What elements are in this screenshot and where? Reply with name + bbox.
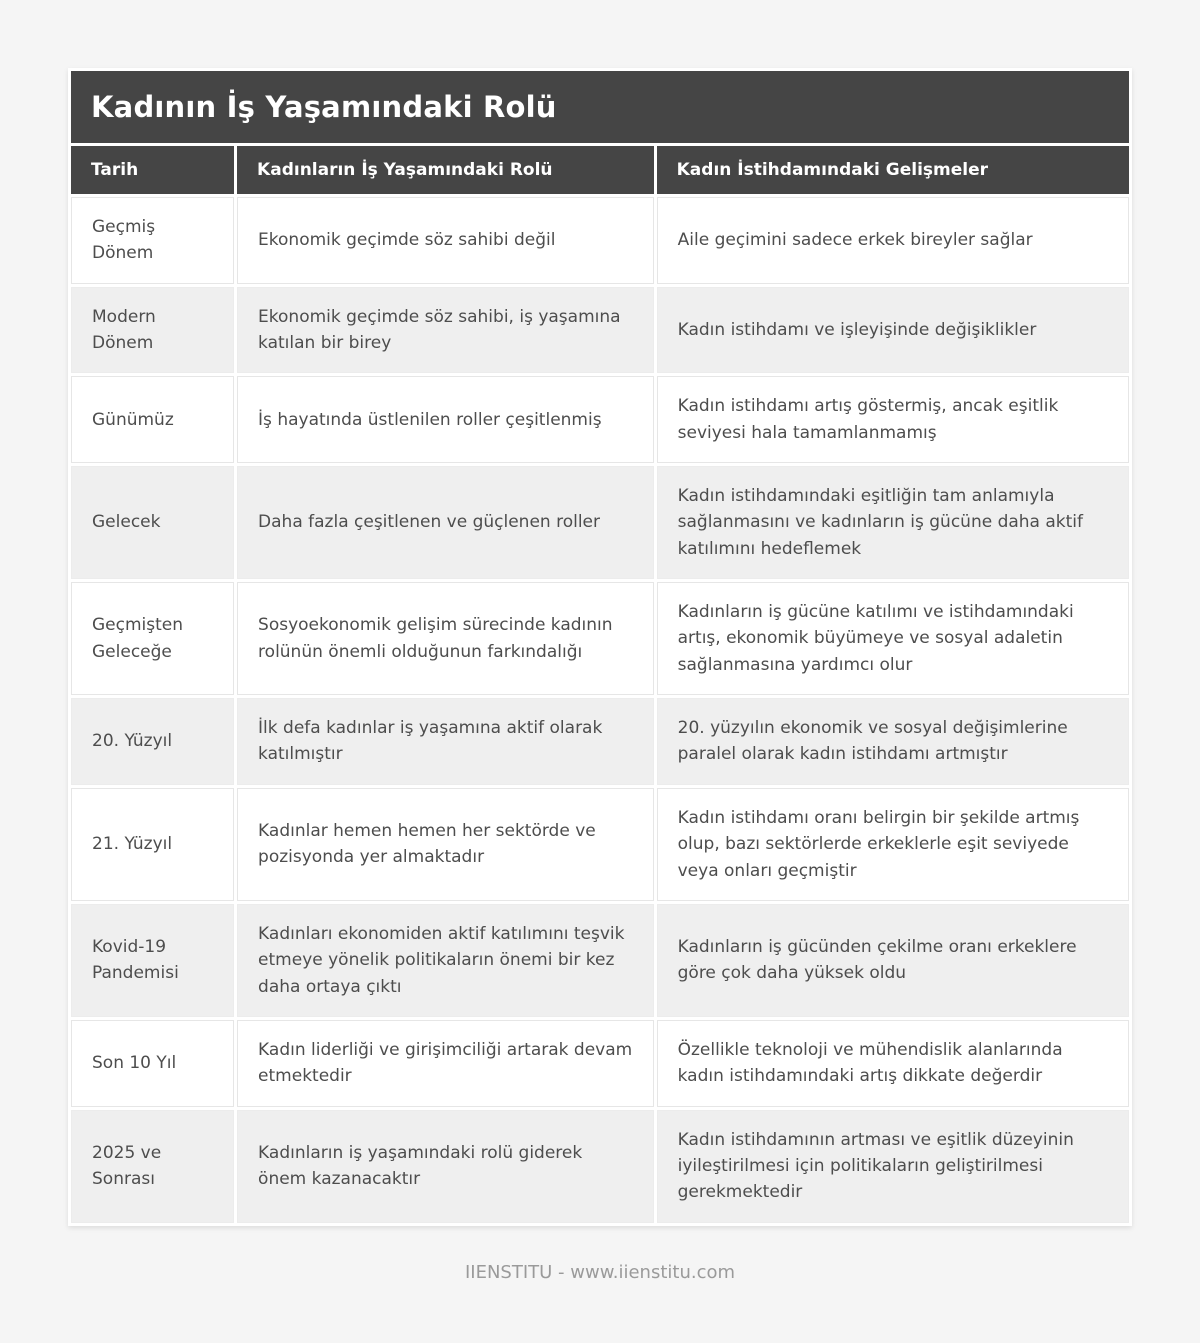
cell-gelisme: Kadınların iş gücüne katılımı ve istihdamındaki artış, ekonomik büyümeye ve sosyal adaletin sağlanmasına yardımcı olur <box>657 582 1129 695</box>
cell-tarih: Günümüz <box>71 376 234 463</box>
cell-gelisme: 20. yüzyılın ekonomik ve sosyal değişimlerine paralel olarak kadın istihdamı artmıştır <box>657 698 1129 785</box>
cell-tarih: Modern Dönem <box>71 287 234 374</box>
cell-rol: İş hayatında üstlenilen roller çeşitlenmiş <box>237 376 654 463</box>
cell-rol: İlk defa kadınlar iş yaşamına aktif olarak katılmıştır <box>237 698 654 785</box>
cell-gelisme: Aile geçimini sadece erkek bireyler sağlar <box>657 197 1129 284</box>
cell-tarih: 2025 ve Sonrası <box>71 1110 234 1223</box>
cell-rol: Kadınlar hemen hemen her sektörde ve pozisyonda yer almaktadır <box>237 788 654 901</box>
page-title: Kadının İş Yaşamındaki Rolü <box>71 71 1129 143</box>
cell-rol: Kadınları ekonomiden aktif katılımını teşvik etmeye yönelik politikaların önemi bir kez daha ortaya çıktı <box>237 904 654 1017</box>
cell-tarih: Geçmişten Geleceğe <box>71 582 234 695</box>
table-row <box>71 376 1129 463</box>
cell-gelisme: Kadın istihdamı oranı belirgin bir şekilde artmış olup, bazı sektörlerde erkeklerle eşit seviyede veya onları geçmiştir <box>657 788 1129 901</box>
table-row <box>71 197 1129 284</box>
cell-tarih: Gelecek <box>71 466 234 579</box>
cell-gelisme: Kadınların iş gücünden çekilme oranı erkeklere göre çok daha yüksek oldu <box>657 904 1129 1017</box>
table-row <box>71 788 1129 901</box>
cell-gelisme: Kadın istihdamındaki eşitliğin tam anlamıyla sağlanmasını ve kadınların iş gücüne daha aktif katılımını hedeflemek <box>657 466 1129 579</box>
cell-tarih: Son 10 Yıl <box>71 1020 234 1107</box>
cell-tarih: Geçmiş Dönem <box>71 197 234 284</box>
cell-tarih: 21. Yüzyıl <box>71 788 234 901</box>
cell-rol: Sosyoekonomik gelişim sürecinde kadının rolünün önemli olduğunun farkındalığı <box>237 582 654 695</box>
table-row <box>71 1020 1129 1107</box>
cell-rol: Ekonomik geçimde söz sahibi değil <box>237 197 654 284</box>
cell-rol: Daha fazla çeşitlenen ve güçlenen roller <box>237 466 654 579</box>
cell-gelisme: Kadın istihdamı ve işleyişinde değişiklikler <box>657 287 1129 374</box>
cell-gelisme: Özellikle teknoloji ve mühendislik alanlarında kadın istihdamındaki artış dikkate değerdir <box>657 1020 1129 1107</box>
cell-gelisme: Kadın istihdamı artış göstermiş, ancak eşitlik seviyesi hala tamamlanmamış <box>657 376 1129 463</box>
footer-credit: IIENSTITU - www.iienstitu.com <box>464 1261 736 1283</box>
column-header-tarih: Tarih <box>71 146 234 194</box>
women-work-role-table <box>68 68 1132 1226</box>
title-row <box>71 71 1129 143</box>
table-row <box>71 287 1129 374</box>
column-header-gelismeler: Kadın İstihdamındaki Gelişmeler <box>657 146 1129 194</box>
cell-tarih: 20. Yüzyıl <box>71 698 234 785</box>
cell-gelisme: Kadın istihdamının artması ve eşitlik düzeyinin iyileştirilmesi için politikaların geliştirilmesi gerekmektedir <box>657 1110 1129 1223</box>
table-row <box>71 466 1129 579</box>
column-header-rol: Kadınların İş Yaşamındaki Rolü <box>237 146 654 194</box>
table-row <box>71 904 1129 1017</box>
table-row <box>71 698 1129 785</box>
table-row <box>71 1110 1129 1223</box>
cell-rol: Kadın liderliği ve girişimciliği artarak devam etmektedir <box>237 1020 654 1107</box>
table-row <box>71 582 1129 695</box>
cell-rol: Ekonomik geçimde söz sahibi, iş yaşamına katılan bir birey <box>237 287 654 374</box>
cell-rol: Kadınların iş yaşamındaki rolü giderek önem kazanacaktır <box>237 1110 654 1223</box>
column-header-row <box>71 146 1129 194</box>
cell-tarih: Kovid-19 Pandemisi <box>71 904 234 1017</box>
